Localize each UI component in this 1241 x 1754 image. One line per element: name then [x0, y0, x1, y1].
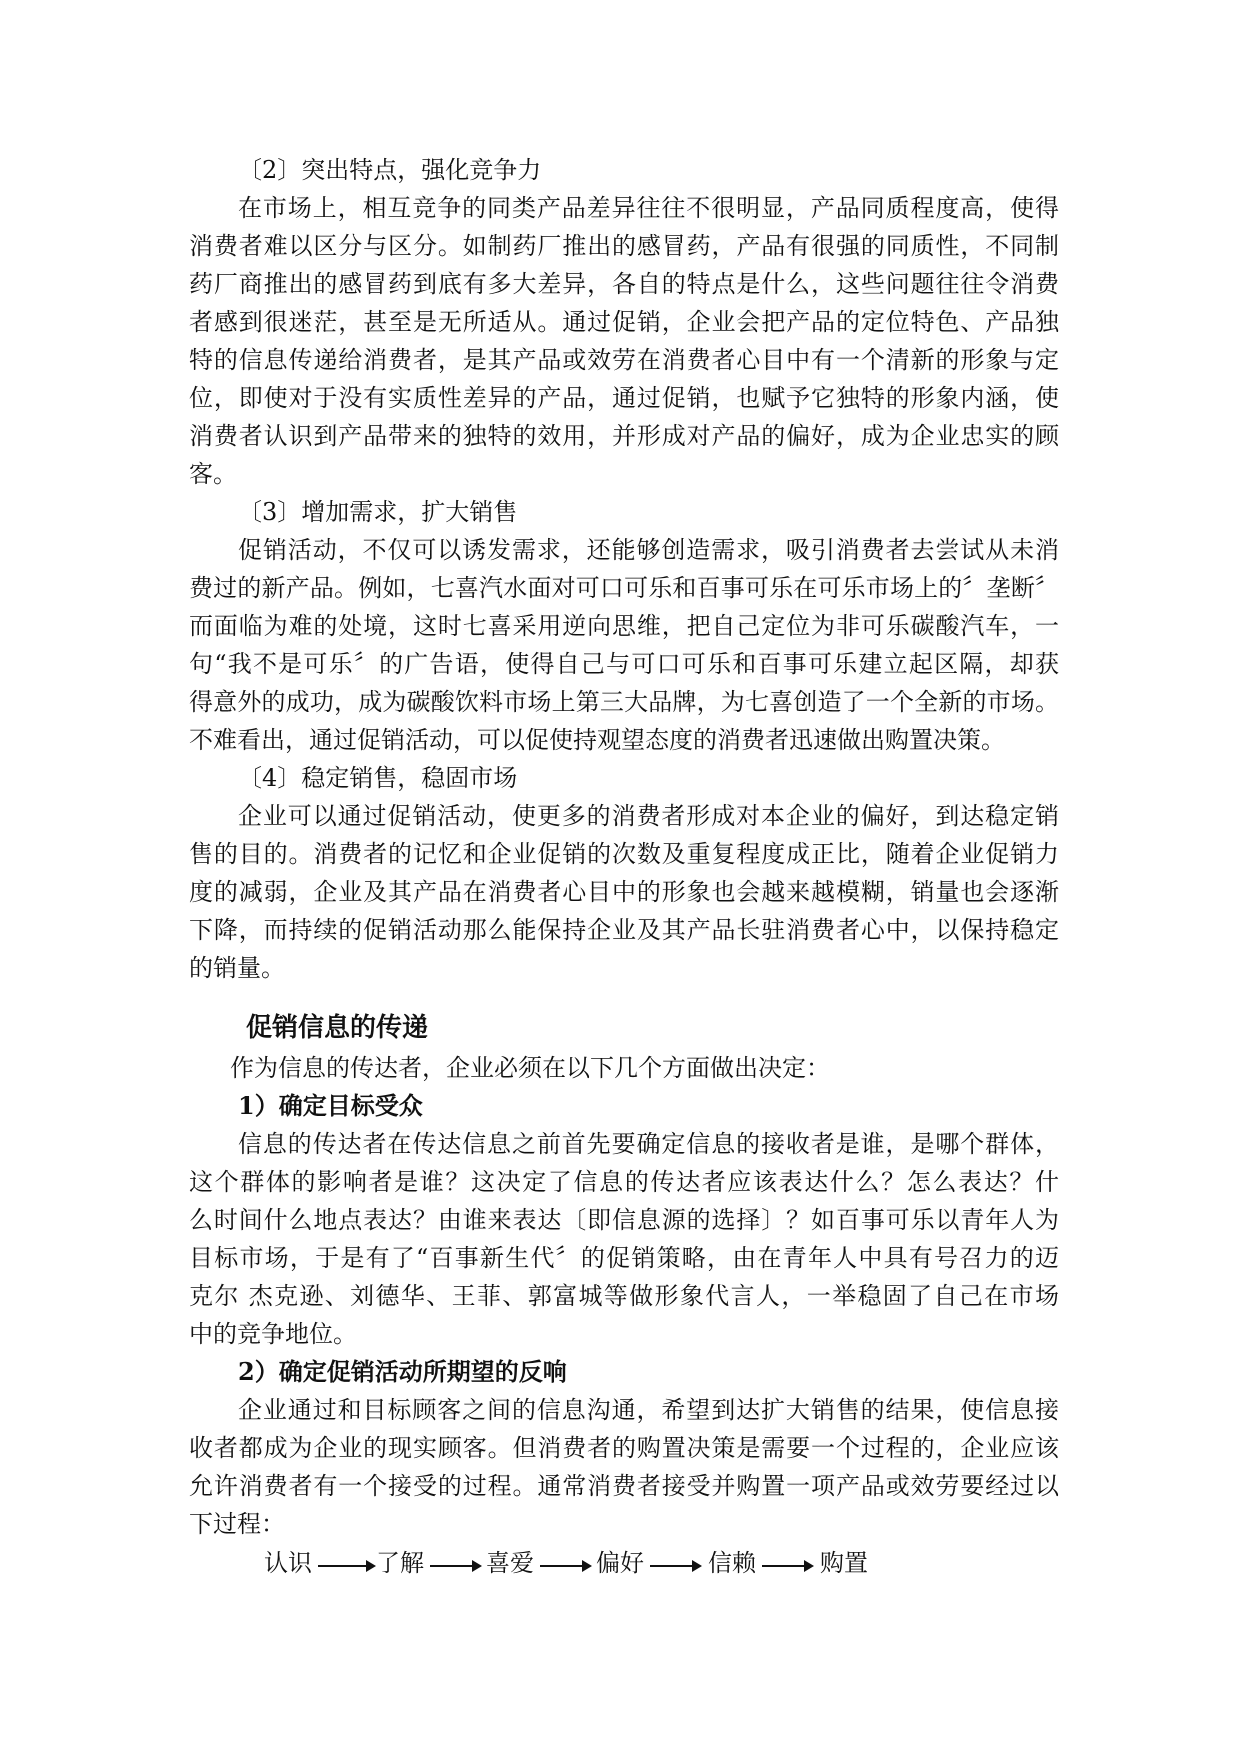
point-1-line: 么时间什么地点表达？由谁来表达〔即信息源的选择〕？如百事可乐以青年人为: [189, 1206, 1059, 1234]
section-2-line: 位，即使对于没有实质性差异的产品，通过促销，也赋予它独特的形象内涵，使: [189, 384, 1059, 412]
arrow-right-icon: [318, 1565, 374, 1567]
section-4-line: 企业可以通过促销活动，使更多的消费者形成对本企业的偏好，到达稳定销: [238, 802, 1059, 830]
section-2-title: 〔2〕突出特点，强化竞争力: [238, 156, 542, 184]
point-1-line: 克尔 杰克逊、刘德华、王菲、郭富城等做形象代言人，一举稳固了自己在市场: [189, 1282, 1059, 1310]
section-2-line: 客。: [189, 460, 237, 488]
point-1-line: 目标市场，于是有了“百事新生代〞的促销策略，由在青年人中具有号召力的迈: [189, 1244, 1059, 1272]
section-heading: 促销信息的传递: [246, 1013, 429, 1043]
point-2-line: 收者都成为企业的现实顾客。但消费者的购置决策是需要一个过程的，企业应该: [189, 1434, 1059, 1462]
section-4-line: 度的减弱，企业及其产品在消费者心目中的形象也会越来越模糊，销量也会逐渐: [189, 878, 1059, 906]
section-3-line: 得意外的成功，成为碳酸饮料市场上第三大品牌，为七喜创造了一个全新的市场。: [189, 688, 1059, 716]
flow-step: 了解: [376, 1549, 424, 1577]
section-3-line: 句“我不是可乐〞的广告语，使得自己与可口可乐和百事可乐建立起区隔，却获: [189, 650, 1059, 678]
flow-step: 购置: [820, 1549, 868, 1577]
flow-step: 喜爱: [486, 1549, 534, 1577]
section-4-line: 的销量。: [189, 954, 285, 982]
section-3-line: 促销活动，不仅可以诱发需求，还能够创造需求，吸引消费者去尝试从未消: [238, 536, 1059, 564]
point-1-line: 信息的传达者在传达信息之前首先要确定信息的接收者是谁，是哪个群体，: [238, 1130, 1059, 1158]
section-4-title: 〔4〕稳定销售，稳固市场: [238, 764, 518, 792]
point-2-line: 下过程：: [189, 1510, 285, 1538]
section-2-line: 消费者认识到产品带来的独特的效用，并形成对产品的偏好，成为企业忠实的顾: [189, 422, 1059, 450]
point-2-title: 2）确定促销活动所期望的反响: [238, 1357, 567, 1386]
arrow-right-icon: [540, 1565, 590, 1567]
flow-step: 信赖: [708, 1549, 756, 1577]
flow-step: 偏好: [596, 1549, 644, 1577]
section-3-line: 而面临为难的处境，这时七喜采用逆向思维，把自己定位为非可乐碳酸汽车，一: [189, 612, 1059, 640]
section-3-line: 不难看出，通过促销活动，可以促使持观望态度的消费者迅速做出购置决策。: [189, 726, 1005, 754]
flow-step: 认识: [264, 1549, 312, 1577]
section-4-line: 下降，而持续的促销活动那么能保持企业及其产品长驻消费者心中，以保持稳定: [189, 916, 1059, 944]
intro-text: 作为信息的传达者，企业必须在以下几个方面做出决定：: [230, 1054, 830, 1082]
section-2-line: 药厂商推出的感冒药到底有多大差异，各自的特点是什么，这些问题往往令消费: [189, 270, 1059, 298]
point-2-line: 企业通过和目标顾客之间的信息沟通，希望到达扩大销售的结果，使信息接: [238, 1396, 1059, 1424]
point-1-title: 1）确定目标受众: [238, 1091, 423, 1120]
section-2-line: 在市场上，相互竞争的同类产品差异往往不很明显，产品同质程度高，使得: [238, 194, 1059, 222]
section-2-line: 消费者难以区分与区分。如制药厂推出的感冒药，产品有很强的同质性，不同制: [189, 232, 1059, 260]
arrow-right-icon: [762, 1565, 812, 1567]
arrow-right-icon: [430, 1565, 480, 1567]
section-4-line: 售的目的。消费者的记忆和企业促销的次数及重复程度成正比，随着企业促销力: [189, 840, 1059, 868]
point-1-line: 这个群体的影响者是谁？这决定了信息的传达者应该表达什么？怎么表达？什: [189, 1168, 1059, 1196]
section-3-title: 〔3〕增加需求，扩大销售: [238, 498, 518, 526]
section-3-line: 费过的新产品。例如，七喜汽水面对可口可乐和百事可乐在可乐市场上的〞垄断〞: [189, 574, 1059, 602]
point-2-line: 允许消费者有一个接受的过程。通常消费者接受并购置一项产品或效劳要经过以: [189, 1472, 1059, 1500]
section-2-line: 者感到很迷茫，甚至是无所适从。通过促销，企业会把产品的定位特色、产品独: [189, 308, 1059, 336]
arrow-right-icon: [650, 1565, 700, 1567]
point-1-line: 中的竞争地位。: [189, 1320, 357, 1348]
section-2-line: 特的信息传递给消费者，是其产品或效劳在消费者心目中有一个清新的形象与定: [189, 346, 1059, 374]
purchase-process-flow: [264, 1550, 884, 1580]
